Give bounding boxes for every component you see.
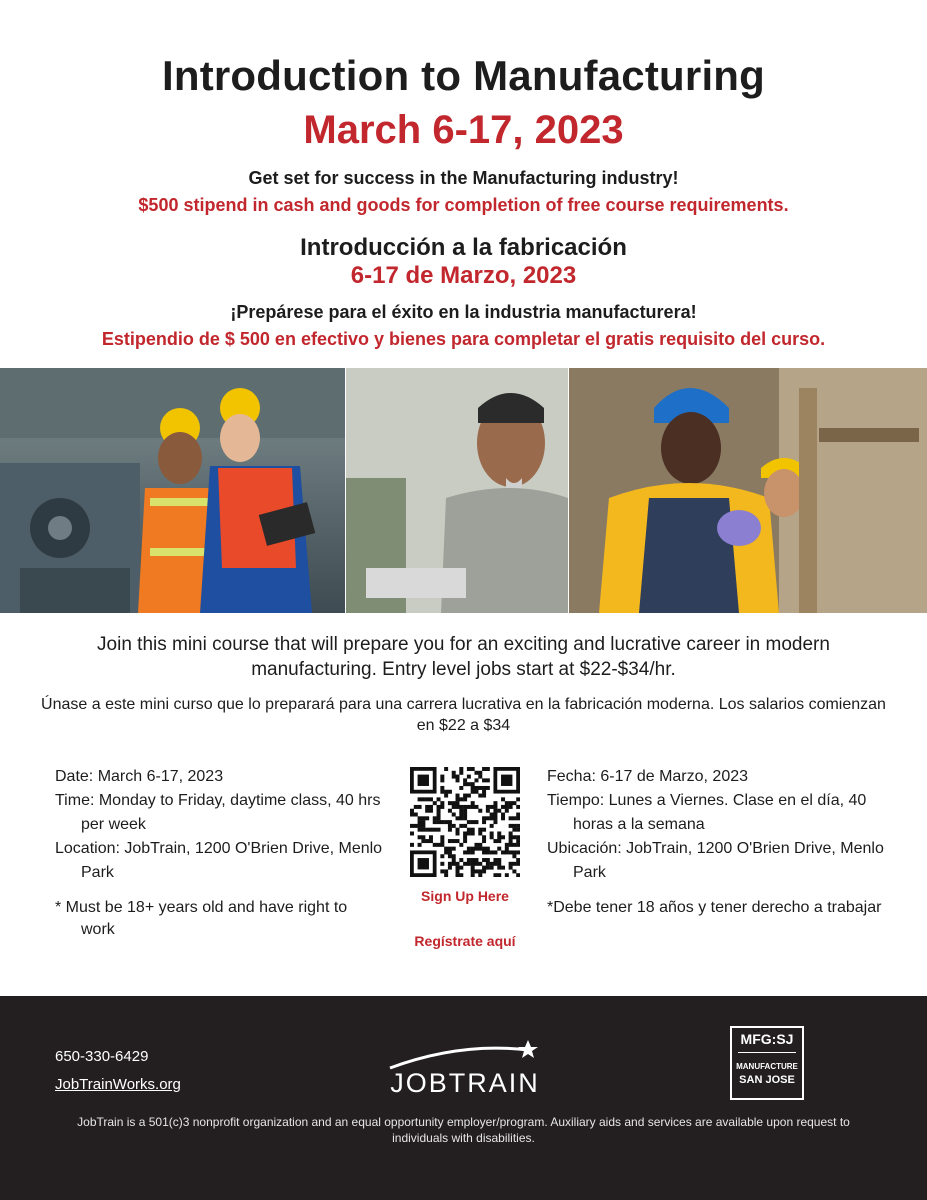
tagline: Get set for success in the Manufacturing industry! [248,168,679,188]
signup-link-es[interactable]: Regístrate aquí [414,933,516,949]
mfg-sj-logo-line1: MANUFACTURE [736,1062,798,1071]
phone-number[interactable]: 650-330-6429 [55,1048,149,1065]
qr-code[interactable] [410,767,520,877]
footer [0,996,927,1200]
mfg-sj-logo-line2: SAN JOSE [739,1074,795,1086]
website-link[interactable]: JobTrainWorks.org [55,1076,181,1093]
course-date: March 6-17, 2023 [303,108,624,152]
mfg-sj-divider [738,1052,796,1053]
photo-worker-smiling [346,368,568,613]
page-title: Introduction to Manufacturing [161,52,766,99]
photo-workers-hardhats [569,368,927,613]
detail-location-es: Ubicación: JobTrain, 1200 O'Brien Drive, Menlo Park [547,840,884,881]
photo-strip [0,368,927,613]
detail-requirement: * Must be 18+ years old and have right to work [55,899,348,938]
stipend-text-es: Estipendio de $ 500 en efectivo y bienes para completar el gratis requisito del curso. [101,329,826,349]
tagline-es: ¡Prepárese para el éxito en la industria manufacturera! [230,302,697,322]
jobtrain-logo: JOBTRAIN [390,1068,540,1098]
detail-location: Location: JobTrain, 1200 O'Brien Drive, Menlo Park [55,840,383,881]
detail-date: Date: March 6-17, 2023 [55,768,224,785]
course-description: Join this mini course that will prepare you for an exciting and lucrative career in modern manufacturing. Entry level jobs start at $22-$34/hr. [97,634,830,680]
detail-time-es: Tiempo: Lunes a Viernes. Clase en el día, 40 horas a la semana [547,792,867,833]
course-description-es: Únase a este mini curso que lo preparará para una carrera lucrativa en la fabricación moderna. Los salarios comienzan en $22 a $34 [41,696,886,734]
detail-date-es: Fecha: 6-17 de Marzo, 2023 [547,768,749,785]
detail-requirement-es: *Debe tener 18 años y tener derecho a trabajar [547,899,882,916]
page-title-es: Introducción a la fabricación [300,234,627,261]
mfg-sj-logo-title: MFG:SJ [740,1031,794,1047]
detail-time: Time: Monday to Friday, daytime class, 40 hrs per week [55,792,381,833]
details-english [55,765,385,941]
photo-workers-machinery [0,368,345,613]
mfg-sj-logo [730,1026,804,1100]
details-spanish [547,765,887,919]
stipend-text: $500 stipend in cash and goods for completion of free course requirements. [138,195,789,215]
signup-link[interactable]: Sign Up Here [421,888,509,904]
course-date-es: 6-17 de Marzo, 2023 [350,262,577,289]
nonprofit-disclaimer: JobTrain is a 501(c)3 nonprofit organization and an equal opportunity employer/program. Auxiliary aids and services are available upon request to individuals with disabilities. [77,1115,850,1145]
